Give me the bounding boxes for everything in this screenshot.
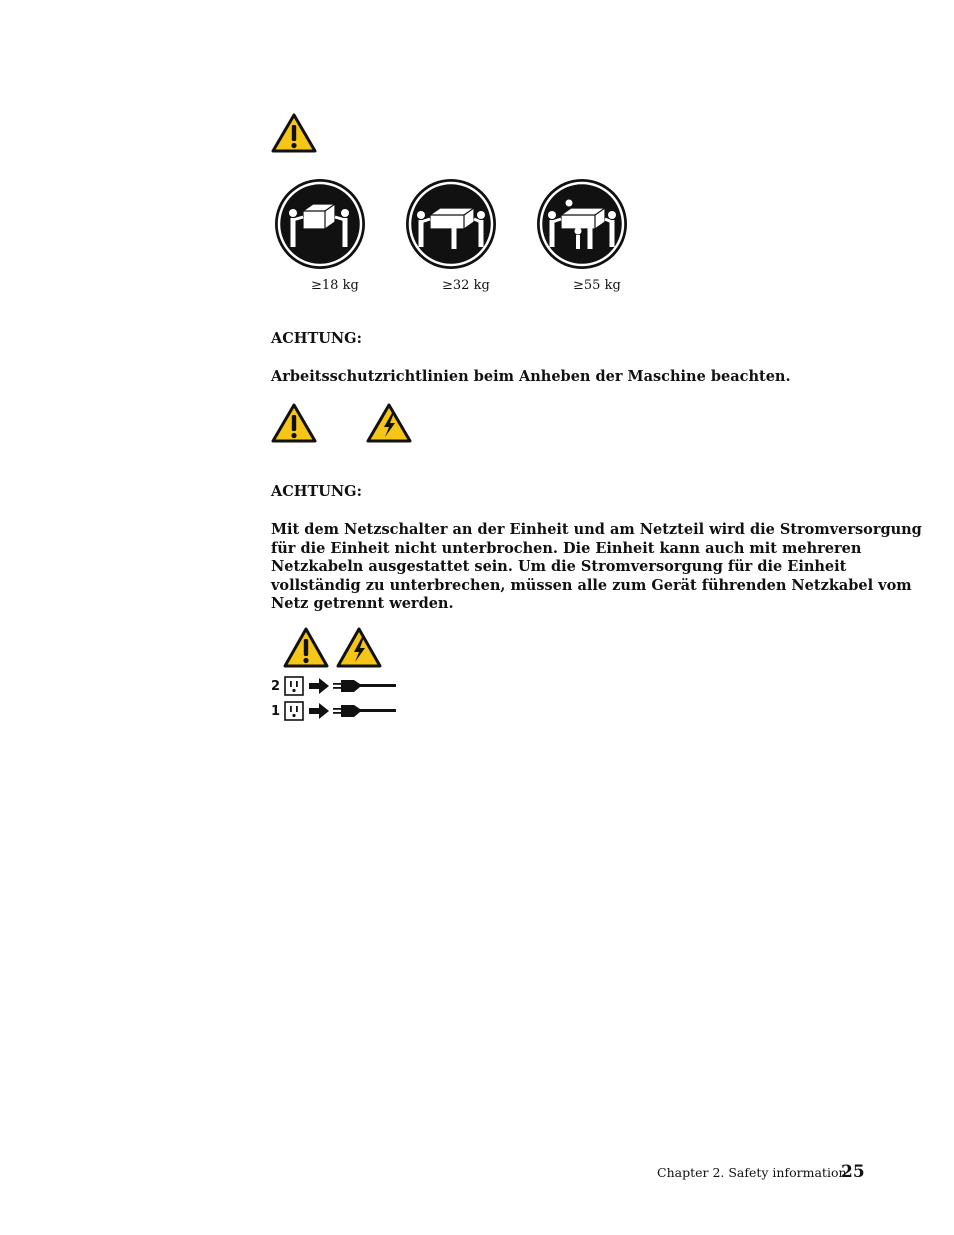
page-number: 25 (841, 1162, 865, 1182)
caution-heading-1: ACHTUNG: (271, 330, 362, 347)
power-cord-number-1: 1 (271, 704, 281, 719)
weight-label-32: ≥32 kg (442, 278, 490, 293)
caution-line: für die Einheit nicht unterbrochen. Die Einheit kann auch mit mehreren (271, 539, 862, 557)
electrical-hazard-icon (335, 626, 383, 670)
power-cord-number-2: 2 (271, 679, 281, 694)
caution-line: Netz getrennt werden. (271, 595, 454, 613)
power-cord-unplug-icon (284, 675, 398, 697)
power-cord-unplug-icon (284, 700, 398, 722)
warning-icon (270, 402, 318, 444)
electrical-hazard-icon (365, 402, 413, 444)
footer-chapter: Chapter 2. Safety information (657, 1165, 847, 1180)
warning-icon (282, 626, 330, 670)
weight-label-18: ≥18 kg (311, 278, 359, 293)
three-person-lift-icon (404, 177, 498, 271)
caution-line: vollständig zu unterbrechen, müssen alle zum Gerät führenden Netzkabel vom (271, 576, 912, 594)
caution-line: Netzkabeln ausgestattet sein. Um die Stromversorgung für die Einheit (271, 558, 847, 576)
weight-label-55: ≥55 kg (573, 278, 621, 293)
warning-icon (270, 112, 318, 154)
caution-line: Mit dem Netzschalter an der Einheit und am Netzteil wird die Stromversorgung (271, 521, 922, 538)
two-person-lift-icon (273, 177, 367, 271)
caution-text-1: Arbeitsschutzrichtlinien beim Anheben der Maschine beachten. (271, 368, 791, 385)
four-person-lift-icon (535, 177, 629, 271)
caution-heading-2: ACHTUNG: (271, 483, 362, 500)
caution-text-2 (271, 521, 922, 614)
